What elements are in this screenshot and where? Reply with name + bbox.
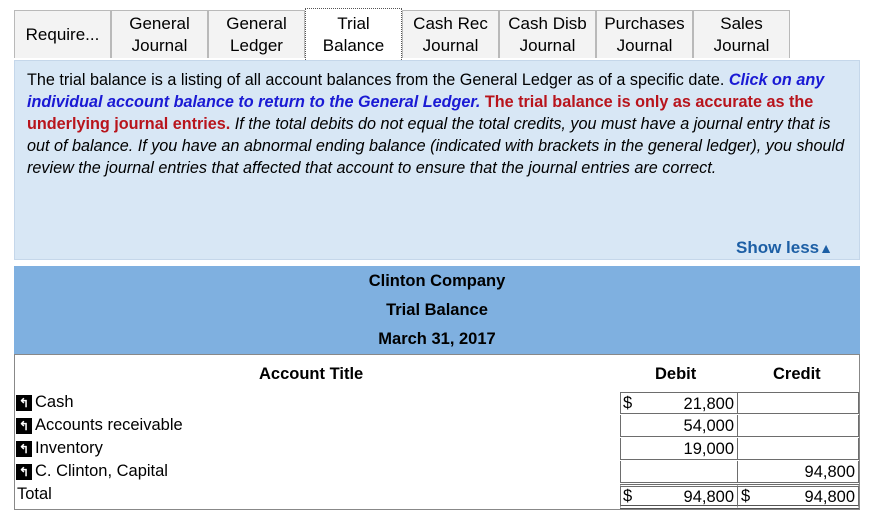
company-name: Clinton Company (368, 272, 506, 290)
report-date: March 31, 2017 (378, 330, 496, 348)
debit-cell[interactable]: 21,800 (620, 392, 738, 414)
instructions-text: The trial balance is a listing of all account balances from the General Ledger as of a specific date. Click on any individual account balance to return to the General Ledger. The trial balance is only as accurate as the underlying journal entries. If the total debits do not equal the total credits, you must have a journal entry that is out of balance. If you have an abnormal ending balance (indicated with brackets in the general ledger), you should review the journal entries that affected that account to ensure that the journal entries are correct. (27, 71, 845, 177)
debit-cell[interactable]: 54,000 (620, 415, 738, 437)
table-row (15, 392, 859, 415)
report-title: Trial Balance (386, 301, 488, 319)
currency-symbol: $ (741, 487, 751, 505)
tab-purchases-journal[interactable]: Purchases Journal (596, 10, 693, 58)
column-header-debit: Debit (655, 365, 697, 383)
return-arrow-icon[interactable]: ↰ (16, 441, 32, 457)
account-title: Accounts receivable (35, 416, 183, 434)
tab-general-journal[interactable]: General Journal (111, 10, 208, 58)
total-credit-cell: 94,800 (738, 484, 859, 509)
show-less-button[interactable]: Show less▲ (736, 238, 833, 257)
tab-trial-balance[interactable]: Trial Balance (305, 8, 402, 60)
credit-cell[interactable] (738, 415, 859, 437)
tab-general-ledger[interactable]: General Ledger (208, 10, 305, 58)
account-title: C. Clinton, Capital (35, 462, 168, 480)
table-row (15, 438, 859, 461)
total-debit-cell: 94,800 (620, 484, 738, 509)
credit-cell[interactable] (738, 438, 859, 460)
trial-balance-table (14, 354, 860, 510)
currency-symbol: $ (623, 487, 633, 505)
column-header-credit: Credit (773, 365, 821, 383)
accuracy-warning: The trial balance is only as accurate as the underlying journal entries. (27, 93, 814, 133)
account-title: Inventory (35, 439, 103, 457)
debit-cell[interactable] (620, 461, 738, 483)
debit-cell[interactable]: 19,000 (620, 438, 738, 460)
total-label: Total (17, 485, 52, 503)
return-to-ledger-hint: Click on any individual account balance to return to the General Ledger. (27, 71, 825, 111)
credit-cell[interactable] (738, 392, 859, 414)
instructions-panel (14, 60, 860, 260)
tab-sales-journal[interactable]: Sales Journal (693, 10, 790, 58)
total-row (15, 484, 859, 507)
table-row (15, 415, 859, 438)
table-row (15, 461, 859, 484)
tab-cash-rec-journal[interactable]: Cash Rec Journal (402, 10, 499, 58)
account-title: Cash (35, 393, 74, 411)
tab-cash-disb-journal[interactable]: Cash Disb Journal (499, 10, 596, 58)
report-header (14, 266, 860, 354)
credit-cell[interactable]: 94,800 (738, 461, 859, 483)
return-arrow-icon[interactable]: ↰ (16, 418, 32, 434)
return-arrow-icon[interactable]: ↰ (16, 395, 32, 411)
return-arrow-icon[interactable]: ↰ (16, 464, 32, 480)
tab-requirements[interactable]: Require... (14, 10, 111, 58)
column-header-account: Account Title (259, 365, 364, 383)
triangle-up-icon: ▲ (819, 240, 833, 256)
currency-symbol: $ (623, 394, 633, 412)
